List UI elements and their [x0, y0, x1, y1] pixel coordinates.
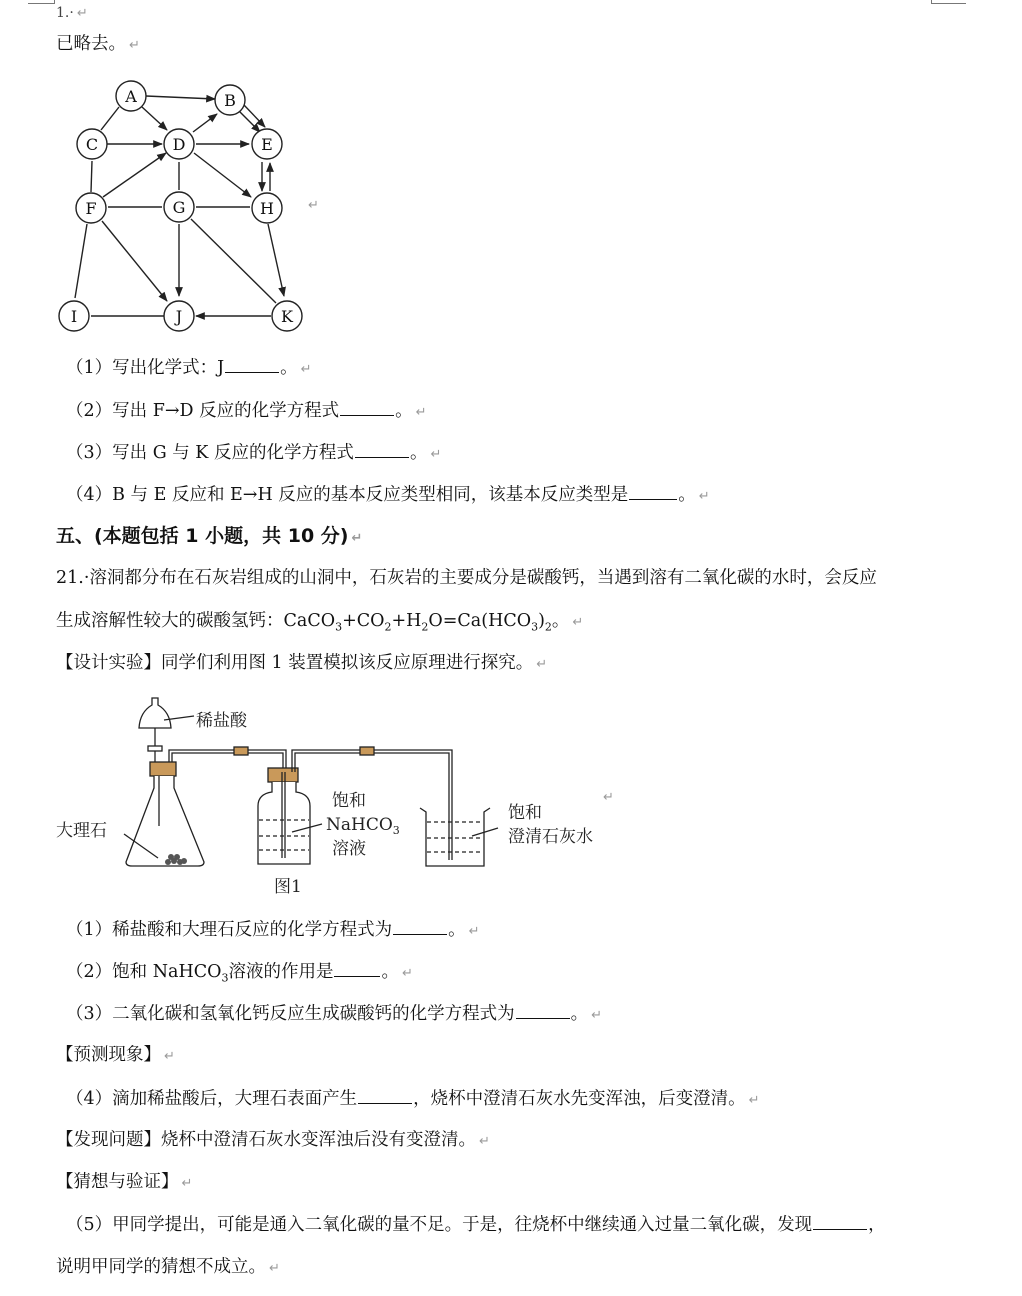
paragraph-mark-icon: ↵: [300, 362, 312, 377]
answer-blank: [340, 399, 394, 416]
predict-heading: 【预测现象】 ↵: [56, 1045, 175, 1065]
question-1: （1）写出化学式：J 。 ↵: [66, 358, 312, 378]
bottle-label-line3: 溶液: [332, 839, 366, 859]
paragraph-mark-icon: ↵: [479, 1134, 490, 1149]
paragraph-mark-icon: ↵: [536, 657, 548, 672]
paragraph-mark-icon: ↵: [415, 405, 427, 420]
edge-a-d: [142, 107, 167, 130]
reaction-network-diagram: [50, 78, 320, 340]
paragraph-mark-icon: ↵: [76, 6, 88, 21]
question-p3: （3）二氧化碳和氢氧化钙反应生成碳酸钙的化学方程式为 。 ↵: [66, 1004, 603, 1024]
answer-blank: [225, 356, 279, 373]
answer-blank: [813, 1213, 867, 1230]
beaker-label-pointer: [472, 828, 498, 836]
edge-b-e-1: [238, 110, 260, 132]
guess-heading: 【猜想与验证】 ↵: [56, 1172, 193, 1192]
edge-d-b: [193, 114, 217, 132]
beaker-label-line2: 澄清石灰水: [508, 827, 593, 847]
question-4: （4）B 与 E 反应和 E→H 反应的基本反应类型相同，该基本反应类型是 。 ↵: [66, 485, 710, 505]
marble-label: 大理石: [56, 821, 107, 841]
bottle-stopper: [268, 768, 298, 782]
paragraph-mark-icon: ↵: [591, 1008, 603, 1023]
edge-a-c: [101, 107, 119, 130]
answer-blank: [334, 960, 380, 977]
node-label-i: I: [70, 307, 78, 326]
edge-f-d: [103, 153, 166, 197]
acid-label: 稀盐酸: [196, 711, 247, 731]
paragraph-mark-icon: ↵: [603, 790, 614, 805]
question-p4: （4）滴加稀盐酸后，大理石表面产生 ，烧杯中澄清石灰水先变浑浊，后变澄清。 ↵: [66, 1089, 760, 1109]
conical-flask: [126, 776, 204, 866]
node-label-h: H: [260, 199, 274, 218]
answer-blank: [629, 483, 677, 500]
question-3: （3）写出 G 与 K 反应的化学方程式 。 ↵: [66, 443, 442, 463]
paragraph-mark-icon: ↵: [401, 966, 413, 981]
marble-chip: [165, 859, 171, 865]
edge-a-b: [146, 96, 215, 99]
paragraph-mark-icon: ↵: [164, 1049, 175, 1064]
funnel-bulb: [139, 698, 171, 728]
page-corner-mark-left: [28, 0, 54, 4]
question-p2: （2）饱和 NaHCO$_3$溶液的作用是 。 ↵: [66, 962, 413, 985]
paragraph-mark-icon: ↵: [269, 1261, 280, 1276]
node-label-b: B: [224, 91, 236, 110]
page-corner-mark-right: [932, 0, 966, 4]
node-label-j: J: [175, 307, 183, 326]
intro-line: 已略去。 ↵: [56, 34, 140, 54]
node-label-k: K: [281, 307, 293, 326]
answer-blank: [355, 441, 409, 458]
top-fragment: 1.· ↵: [56, 5, 88, 21]
gas-washing-bottle: [258, 782, 310, 864]
section-heading: 五、(本题包括 1 小题，共 10 分) ↵: [56, 525, 363, 547]
funnel-stopcock: [148, 746, 162, 751]
paragraph-mark-icon: ↵: [748, 1093, 760, 1108]
paragraph-mark-icon: ↵: [430, 447, 442, 462]
answer-blank: [393, 918, 447, 935]
problem-line: 【发现问题】烧杯中澄清石灰水变浑浊后没有变澄清。 ↵: [56, 1130, 490, 1150]
node-label-f: F: [85, 199, 97, 218]
rubber-connector: [360, 747, 374, 755]
edge-f-i: [75, 224, 87, 298]
rubber-connector: [234, 747, 248, 755]
edge-f-j: [102, 221, 167, 301]
paragraph-mark-icon: ↵: [308, 198, 319, 213]
answer-blank: [358, 1087, 412, 1104]
q21-line-1: 21.·溶洞都分布在石灰岩组成的山洞中，石灰岩的主要成分是碳酸钙，当遇到溶有二氧化碳的水时，会反应: [56, 568, 877, 588]
q21-line-2: 生成溶解性较大的碳酸氢钙：$CaCO_3+CO_2+H_2O=Ca(HCO_3)_2$。 ↵: [56, 611, 584, 634]
paragraph-mark-icon: ↵: [181, 1176, 193, 1191]
beaker: [420, 808, 490, 866]
node-label-c: C: [85, 135, 99, 154]
answer-blank: [516, 1002, 570, 1019]
paragraph-mark-icon: ↵: [468, 924, 480, 939]
design-line: 【设计实验】同学们利用图 1 装置模拟该反应原理进行探究。 ↵: [56, 653, 548, 673]
question-p1: （1）稀盐酸和大理石反应的化学方程式为 。 ↵: [66, 920, 480, 940]
paragraph-mark-icon: ↵: [698, 489, 710, 504]
question-p5-line2: 说明甲同学的猜想不成立。 ↵: [56, 1257, 280, 1277]
beaker-label-line1: 饱和: [508, 803, 542, 823]
node-label-g: G: [172, 198, 186, 217]
bottle-label-line2: NaHCO$_3$: [326, 815, 400, 837]
tube-bottle-to-beaker: [292, 750, 452, 860]
paragraph-mark-icon: ↵: [351, 531, 363, 546]
node-label-a: A: [125, 87, 137, 106]
apparatus-figure: [54, 690, 614, 900]
edge-h-k: [268, 224, 284, 296]
question-p5: （5）甲同学提出，可能是通入二氧化碳的量不足。于是，往烧杯中继续通入过量二氧化碳，发现 ，: [66, 1215, 886, 1235]
edge-g-k: [191, 219, 276, 303]
edge-b-e-2: [244, 105, 265, 127]
flask-stopper: [150, 762, 176, 776]
paragraph-mark-icon: ↵: [129, 38, 140, 53]
bottle-label-line1: 饱和: [332, 791, 366, 811]
paragraph-mark-icon: ↵: [572, 615, 584, 630]
figure-caption: 图1: [274, 877, 302, 897]
node-label-d: D: [172, 135, 186, 154]
edge-d-h: [194, 153, 251, 197]
question-2: （2）写出 F→D 反应的化学方程式 。 ↵: [66, 401, 427, 421]
edge-c-f: [91, 161, 92, 192]
node-label-e: E: [261, 135, 273, 154]
